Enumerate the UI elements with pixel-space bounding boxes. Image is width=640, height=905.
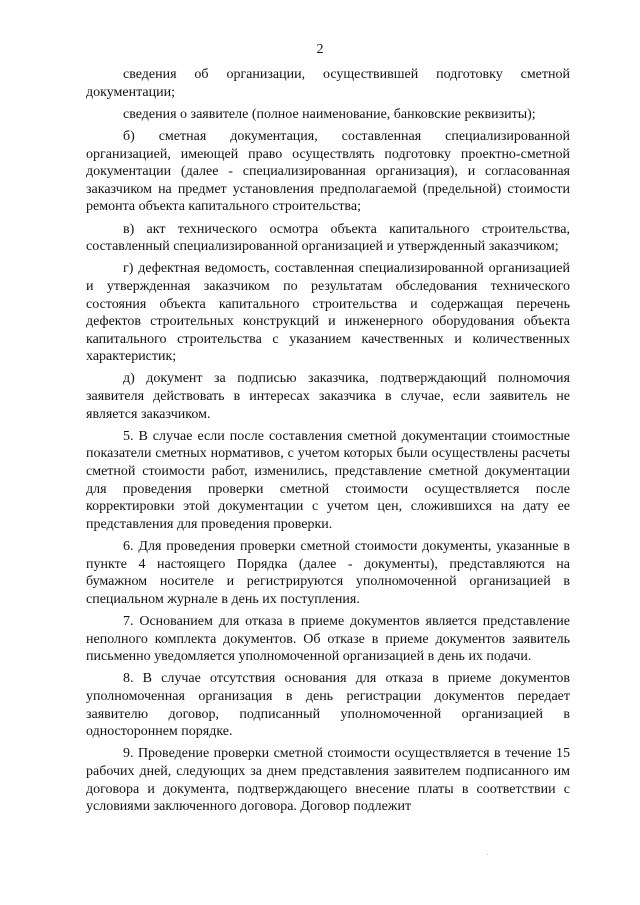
paragraph-applicant-info: сведения о заявителе (полное наименование, банковские реквизиты); bbox=[123, 106, 536, 122]
paragraph-clause-6: 6. Для проведения проверки сметной стоимости документы, указанные в пункте 4 настоящего Порядка (далее - документы), представляются на бумажном носителе и регистрируются уполномоченной организацией в специальном журнале в день их поступления. bbox=[86, 539, 570, 607]
paragraph-item-v: в) акт технического осмотра объекта капитального строительства, составленный специализированной организацией и утвержденный заказчиком; bbox=[86, 221, 570, 255]
paragraph-org-info: сведения об организации, осуществившей подготовку сметной документации; bbox=[86, 67, 570, 100]
paragraph-clause-9: 9. Проведение проверки сметной стоимости осуществляется в течение 15 рабочих дней, следующих за днем представления заявителем подписанного им договора и документа, подтверждающего внесение платы в соответствии с условиями заключенного договора. Договор подлежит bbox=[86, 746, 570, 815]
page-number: 2 bbox=[316, 42, 324, 57]
paragraph-item-b: б) сметная документация, составленная специализированной организацией, имеющей право осуществлять подготовку проектно-сметной документации (далее - специализированная организация), и согласованная заказчиком на предмет установления предполагаемой (предельной) стоимости ремонта объекта капитального строительства; bbox=[86, 128, 570, 215]
scan-speck bbox=[487, 854, 488, 855]
paragraph-item-g: г) дефектная ведомость, составленная специализированной организацией и утвержденная заказчиком по результатам обследования технического состояния объекта капитального строительства и содержащая перечень дефектов строительных конструкций и инженерного оборудования объекта капитального строительства с указанием качественных и количественных характеристик; bbox=[86, 261, 570, 365]
paragraph-clause-8: 8. В случае отсутствия основания для отказа в приеме документов уполномоченная организация в день регистрации документов передает заявителю договор, подписанный уполномоченной организацией в одностороннем порядке. bbox=[86, 671, 570, 740]
paragraph-clause-7: 7. Основанием для отказа в приеме документов является представление неполного комплекта документов. Об отказе в приеме документов заявитель письменно уведомляется уполномоченной организацией в день их подачи. bbox=[86, 613, 570, 665]
paragraph-clause-5: 5. В случае если после составления сметной документации стоимостные показатели сметных нормативов, с учетом которых были осуществлены расчеты сметной стоимости работ, изменились, представление сметной документации для проведения проверки сметной стоимости осуществляется после корректировки этой документации с учетом цен, сложившихся на дату ее представления для проведения проверки. bbox=[86, 428, 570, 532]
document-body bbox=[86, 66, 570, 820]
paragraph-item-d: д) документ за подписью заказчика, подтверждающий полномочия заявителя действовать в интересах заказчика в случае, если заявитель не является заказчиком. bbox=[86, 371, 570, 422]
